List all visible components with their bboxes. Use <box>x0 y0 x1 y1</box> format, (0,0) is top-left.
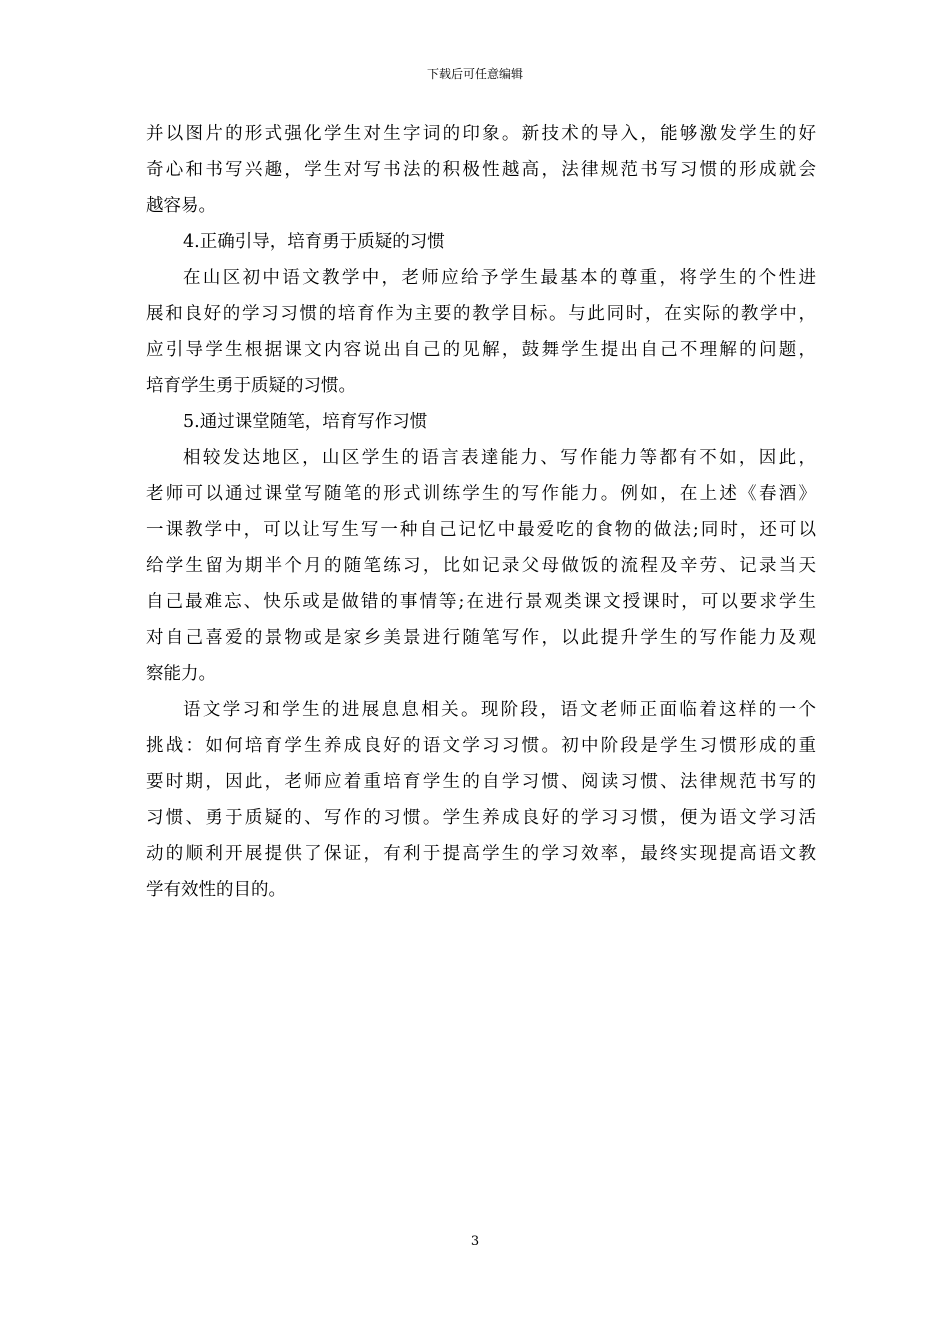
text-line: 并以图片的形式强化学生对生字词的印象。新技术的导入，能够激发学生的好 <box>146 124 816 144</box>
text-line: 一课教学中，可以让写生写一种自己记忆中最爱吃的食物的做法;同时，还可以 <box>146 520 816 540</box>
text-line: 相较发达地区，山区学生的语言表達能力、写作能力等都有不如，因此， <box>183 448 816 468</box>
document-body <box>146 116 816 908</box>
text-line: 自己最难忘、快乐或是做错的事情等;在进行景观类课文授课时，可以要求学生 <box>146 592 816 612</box>
text-line: 动的顺利开展提供了保证，有利于提高学生的学习效率，最终实现提高语文教 <box>146 844 816 864</box>
text-line: 给学生留为期半个月的随笔练习，比如记录父母做饭的流程及辛劳、记录当天 <box>146 556 816 576</box>
text-line: 展和良好的学习习惯的培育作为主要的教学目标。与此同时，在实际的教学中， <box>146 304 816 324</box>
page-number: 3 <box>470 1234 480 1249</box>
text-line: 挑战：如何培育学生养成良好的语文学习习惯。初中阶段是学生习惯形成的重 <box>146 736 816 756</box>
text-line: 对自己喜爱的景物或是家乡美景进行随笔写作，以此提升学生的写作能力及观 <box>146 628 816 648</box>
text-line: 察能力。 <box>146 664 216 684</box>
text-line: 习惯、勇于质疑的、写作的习惯。学生养成良好的学习习惯，便为语文学习活 <box>146 808 816 828</box>
text-line: 老师可以通过课堂写随笔的形式训练学生的写作能力。例如，在上述《春酒》 <box>146 484 816 504</box>
text-line: 奇心和书写兴趣，学生对写书法的积极性越高，法律规范书写习惯的形成就会 <box>146 160 816 180</box>
text-line: 在山区初中语文教学中，老师应给予学生最基本的尊重，将学生的个性进 <box>183 268 816 288</box>
section-heading: 4.正确引导，培育勇于质疑的习惯 <box>183 232 445 252</box>
section-heading: 5.通过课堂随笔，培育写作习惯 <box>183 412 428 432</box>
text-line: 越容易。 <box>146 196 216 216</box>
text-line: 学有效性的目的。 <box>146 880 286 900</box>
text-line: 应引导学生根据课文内容说出自己的见解，鼓舞学生提出自己不理解的问题， <box>146 340 816 360</box>
page-header: 下载后可任意编辑 <box>426 67 523 81</box>
text-line: 培育学生勇于质疑的习惯。 <box>146 376 356 396</box>
text-line: 语文学习和学生的进展息息相关。现阶段，语文老师正面临着这样的一个 <box>183 700 816 720</box>
text-line: 要时期，因此，老师应着重培育学生的自学习惯、阅读习惯、法律规范书写的 <box>146 772 816 792</box>
